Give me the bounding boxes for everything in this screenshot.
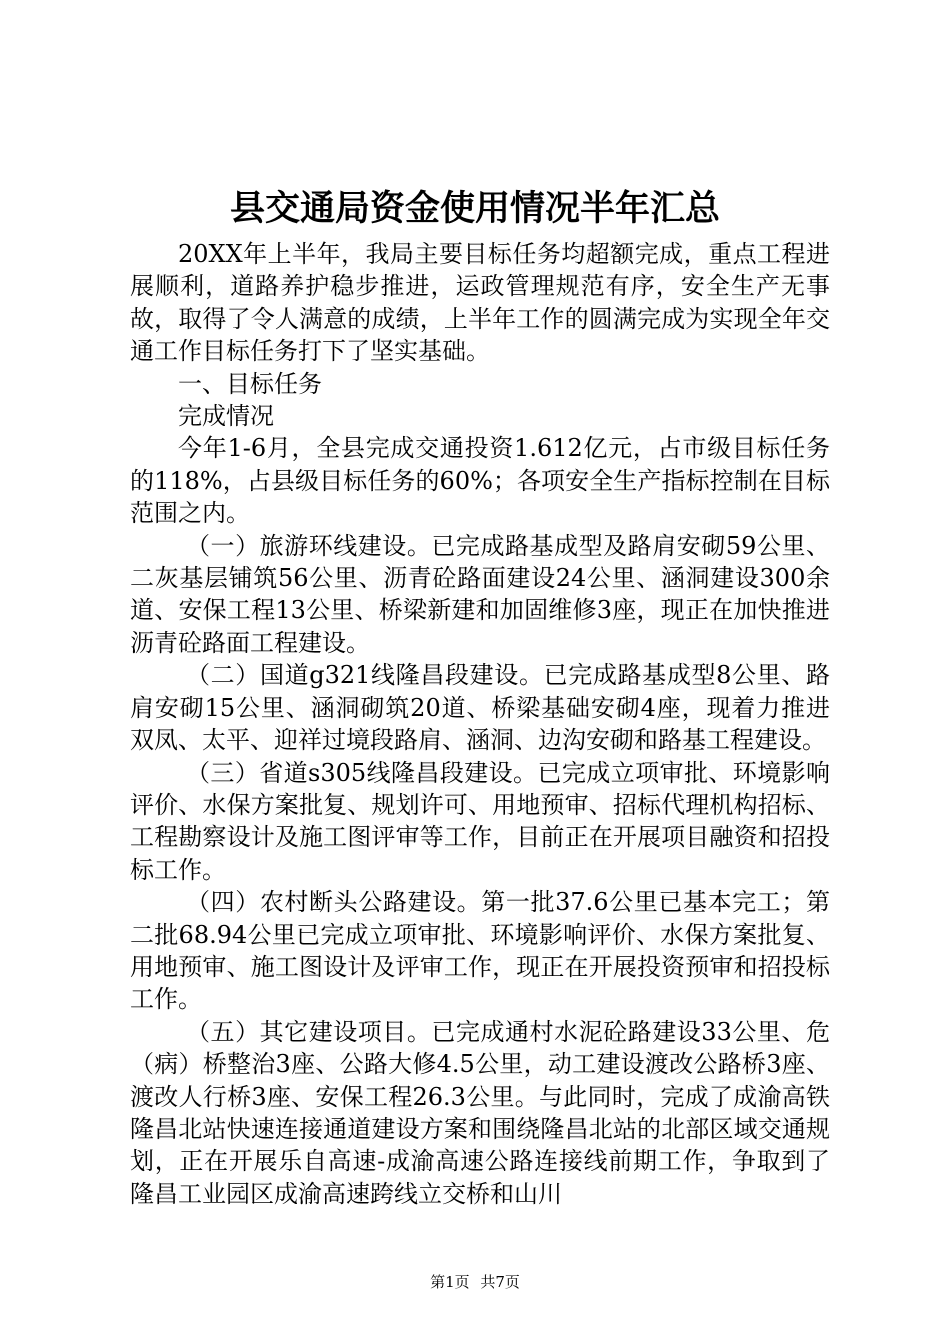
document-title: 县交通局资金使用情况半年汇总: [229, 188, 720, 229]
paragraph-item-3: （三）省道s305线隆昌段建设。已完成立项审批、环境影响评价、水保方案批复、规划许可、用地预审、招标代理机构招标、工程勘察设计及施工图评审等工作，目前正在开展项目融资和招投标工作。: [130, 758, 830, 884]
paragraph-item-1: （一）旅游环线建设。已完成路基成型及路肩安砌59公里、二灰基层铺筑56公里、沥青砼路面建设24公里、涵洞建设300余道、安保工程13公里、桥梁新建和加固维修3座，现正在加快推进沥青砼路面工程建设。: [130, 531, 830, 657]
paragraph-summary: 今年1-6月，全县完成交通投资1.612亿元，占市级目标任务的118%，占县级目标任务的60%；各项安全生产指标控制在目标范围之内。: [130, 434, 830, 528]
subsection-heading: 完成情况: [178, 402, 274, 431]
page-number: 第1页: [430, 1273, 470, 1291]
paragraph-item-5: （五）其它建设项目。已完成通村水泥砼路建设33公里、危（病）桥整治3座、公路大修4.5公里，动工建设渡改公路桥3座、渡改人行桥3座、安保工程26.3公里。与此同时，完成了成渝高铁隆昌北站快速连接通道建设方案和围绕隆昌北站的北部区域交通规划，正在开展乐自高速-成渝高速公路连接线前期工作，争取到了隆昌工业园区成渝高速跨线立交桥和山川: [130, 1017, 830, 1208]
section-heading: 一、目标任务: [178, 369, 322, 398]
paragraph-intro: 20XX年上半年，我局主要目标任务均超额完成，重点工程进展顺利，道路养护稳步推进，运政管理规范有序，安全生产无事故，取得了令人满意的成绩，上半年工作的圆满完成为实现全年交通工作目标任务打下了坚实基础。: [130, 240, 830, 366]
page-total: 共7页: [480, 1273, 520, 1291]
paragraph-item-2: （二）国道g321线隆昌段建设。已完成路基成型8公里、路肩安砌15公里、涵洞砌筑20道、桥梁基础安砌4座，现着力推进双凤、太平、迎祥过境段路肩、涵洞、边沟安砌和路基工程建设。: [130, 661, 830, 755]
paragraph-item-4: （四）农村断头公路建设。第一批37.6公里已基本完工；第二批68.94公里已完成立项审批、环境影响评价、水保方案批复、用地预审、施工图设计及评审工作，现正在开展投资预审和招投标工作。: [130, 888, 830, 1014]
document-body: [130, 238, 830, 1210]
page-footer: [0, 1272, 950, 1292]
